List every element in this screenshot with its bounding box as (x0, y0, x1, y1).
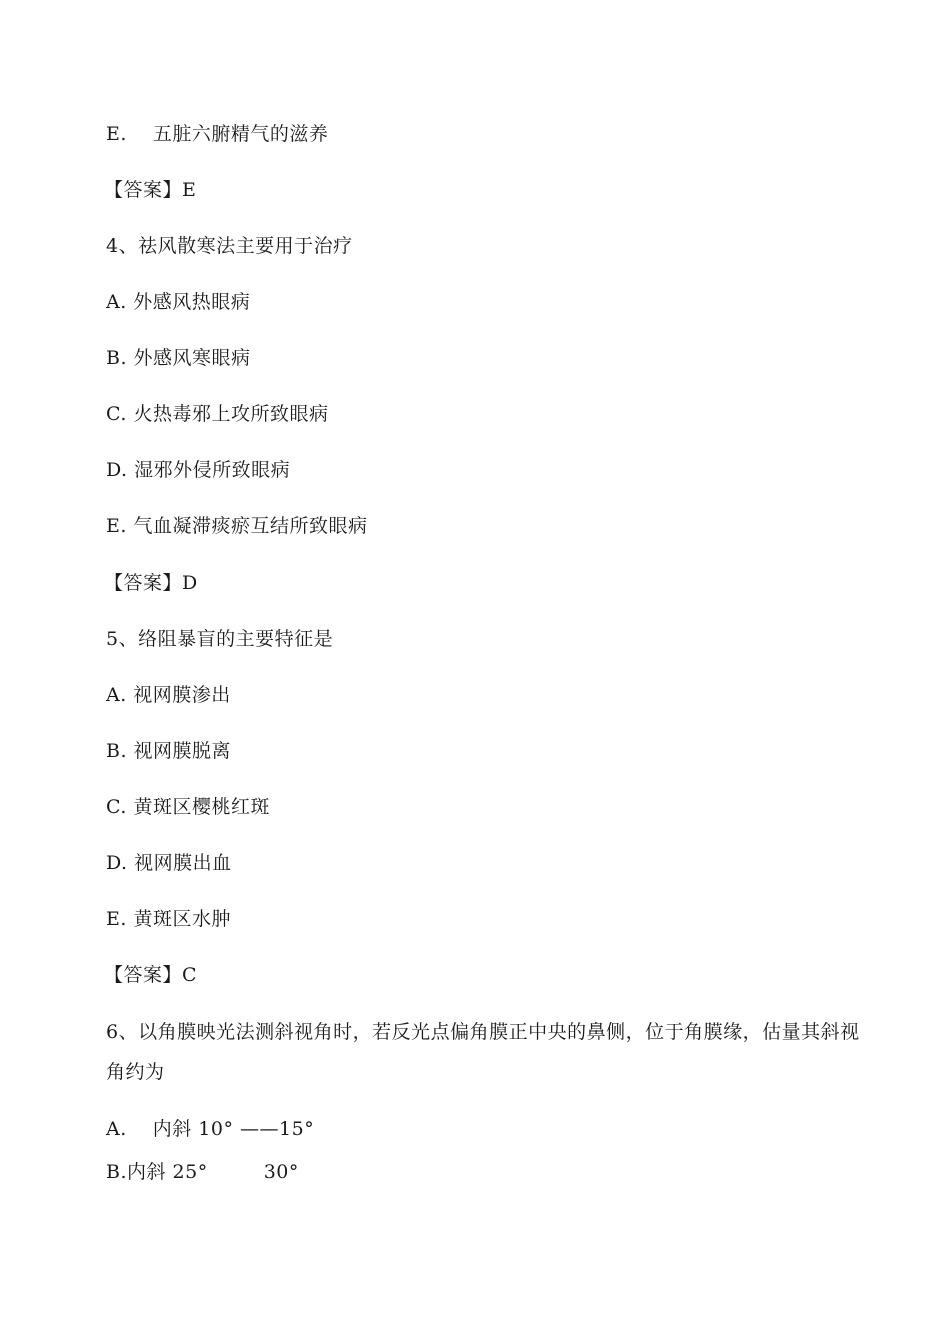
option-c-q4: C. 火热毒邪上攻所致眼病 (106, 403, 329, 425)
answer-q5: 【答案】C (104, 964, 198, 986)
option-d-q5: D. 视网膜出血 (106, 852, 232, 874)
option-label: B.内斜 25° (106, 1161, 208, 1183)
option-b-q6 (106, 1160, 299, 1184)
option-b-q4: B. 外感风寒眼病 (106, 347, 251, 369)
answer-q4: 【答案】D (104, 572, 198, 594)
question-6-line-2: 角约为 (106, 1061, 165, 1083)
question-6-line-1: 6、以角膜映光法测斜视角时，若反光点偏角膜正中央的鼻侧，位于角膜缘，估量其斜视 (106, 1021, 860, 1043)
option-label: A. (106, 1118, 127, 1140)
option-text: 内斜 10° ——15° (152, 1118, 315, 1140)
option-label: E. (106, 123, 127, 145)
question-4: 4、祛风散寒法主要用于治疗 (106, 235, 353, 257)
option-e-q4: E. 气血凝滞痰瘀互结所致眼病 (106, 515, 368, 537)
option-e-q5: E. 黄斑区水肿 (106, 908, 231, 930)
option-text: 30° (263, 1161, 299, 1183)
answer-q3: 【答案】E (104, 179, 197, 201)
option-c-q5: C. 黄斑区樱桃红斑 (106, 796, 270, 818)
option-a-q4: A. 外感风热眼病 (106, 291, 251, 313)
question-5: 5、络阻暴盲的主要特征是 (106, 628, 334, 650)
option-text: 五脏六腑精气的滋养 (152, 123, 329, 145)
option-d-q4: D. 湿邪外侵所致眼病 (106, 459, 291, 481)
option-a-q5: A. 视网膜渗出 (106, 684, 231, 706)
option-a-q6 (106, 1117, 314, 1141)
option-e-q3 (106, 122, 328, 146)
option-b-q5: B. 视网膜脱离 (106, 740, 232, 762)
